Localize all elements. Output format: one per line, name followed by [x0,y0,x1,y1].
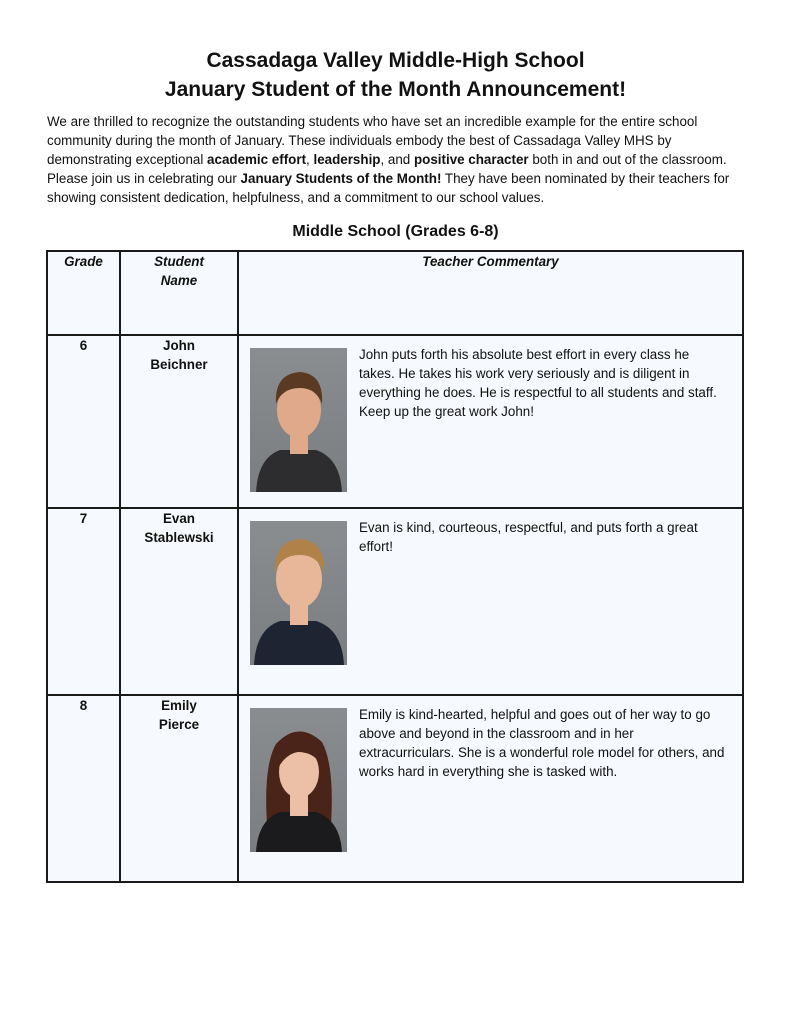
table-header-row [47,251,743,335]
student-photo-shirt [256,450,342,492]
student-photo-shirt [254,621,344,665]
commentary-cell [238,335,743,508]
student-photo [250,708,347,852]
emphasis-academic-effort: academic effort [207,152,307,167]
student-photo [250,521,347,665]
section-heading: Middle School (Grades 6-8) [292,223,499,240]
emphasis-positive-character: positive character [413,152,529,167]
students-table [46,250,744,883]
grade-cell: 6 [47,335,120,508]
teacher-comment: John puts forth his absolute best effort in every class he takes. He takes his work very seriously and is diligent in everything he does. He is respectful to all students and staff. Keep up the great work John! [359,347,717,419]
column-header-grade: Grade [47,251,120,335]
commentary-cell [238,695,743,882]
table-row [47,695,743,882]
emphasis-students-of-month: January Students of the Month! [240,171,442,186]
intro-paragraph: We are thrilled to recognize the outstanding students who have set an incredible example for the entire school community during the month of January. These individuals embody the best of Cassadaga Valley MHS by demonstrating exceptional academic effort, leadership, and positive character both in and out of the classroom. Please join us in celebrating our January Students of the Month! They have been nominated by their teachers for showing consistent dedication, helpfulness, and a commitment to our school values. [47,114,730,205]
column-header-student-name: Student Name [120,251,238,335]
table-row [47,508,743,695]
student-photo [250,348,347,492]
page-title: Cassadaga Valley Middle-High School [206,49,585,72]
grade-cell: 8 [47,695,120,882]
page-subtitle: January Student of the Month Announcement! [164,78,627,101]
teacher-comment: Emily is kind-hearted, helpful and goes out of her way to go above and beyond in the classroom and in her extracurriculars. She is a wonderful role model for others, and works hard in everything she is tasked with. [359,707,725,779]
student-name-cell: John Beichner [120,335,238,508]
student-name-cell: Evan Stablewski [120,508,238,695]
emphasis-leadership: leadership [313,152,381,167]
student-name-cell: Emily Pierce [120,695,238,882]
grade-cell: 7 [47,508,120,695]
column-header-teacher-commentary: Teacher Commentary [238,251,743,335]
teacher-comment: Evan is kind, courteous, respectful, and puts forth a great effort! [359,520,698,554]
commentary-cell [238,508,743,695]
table-row [47,335,743,508]
